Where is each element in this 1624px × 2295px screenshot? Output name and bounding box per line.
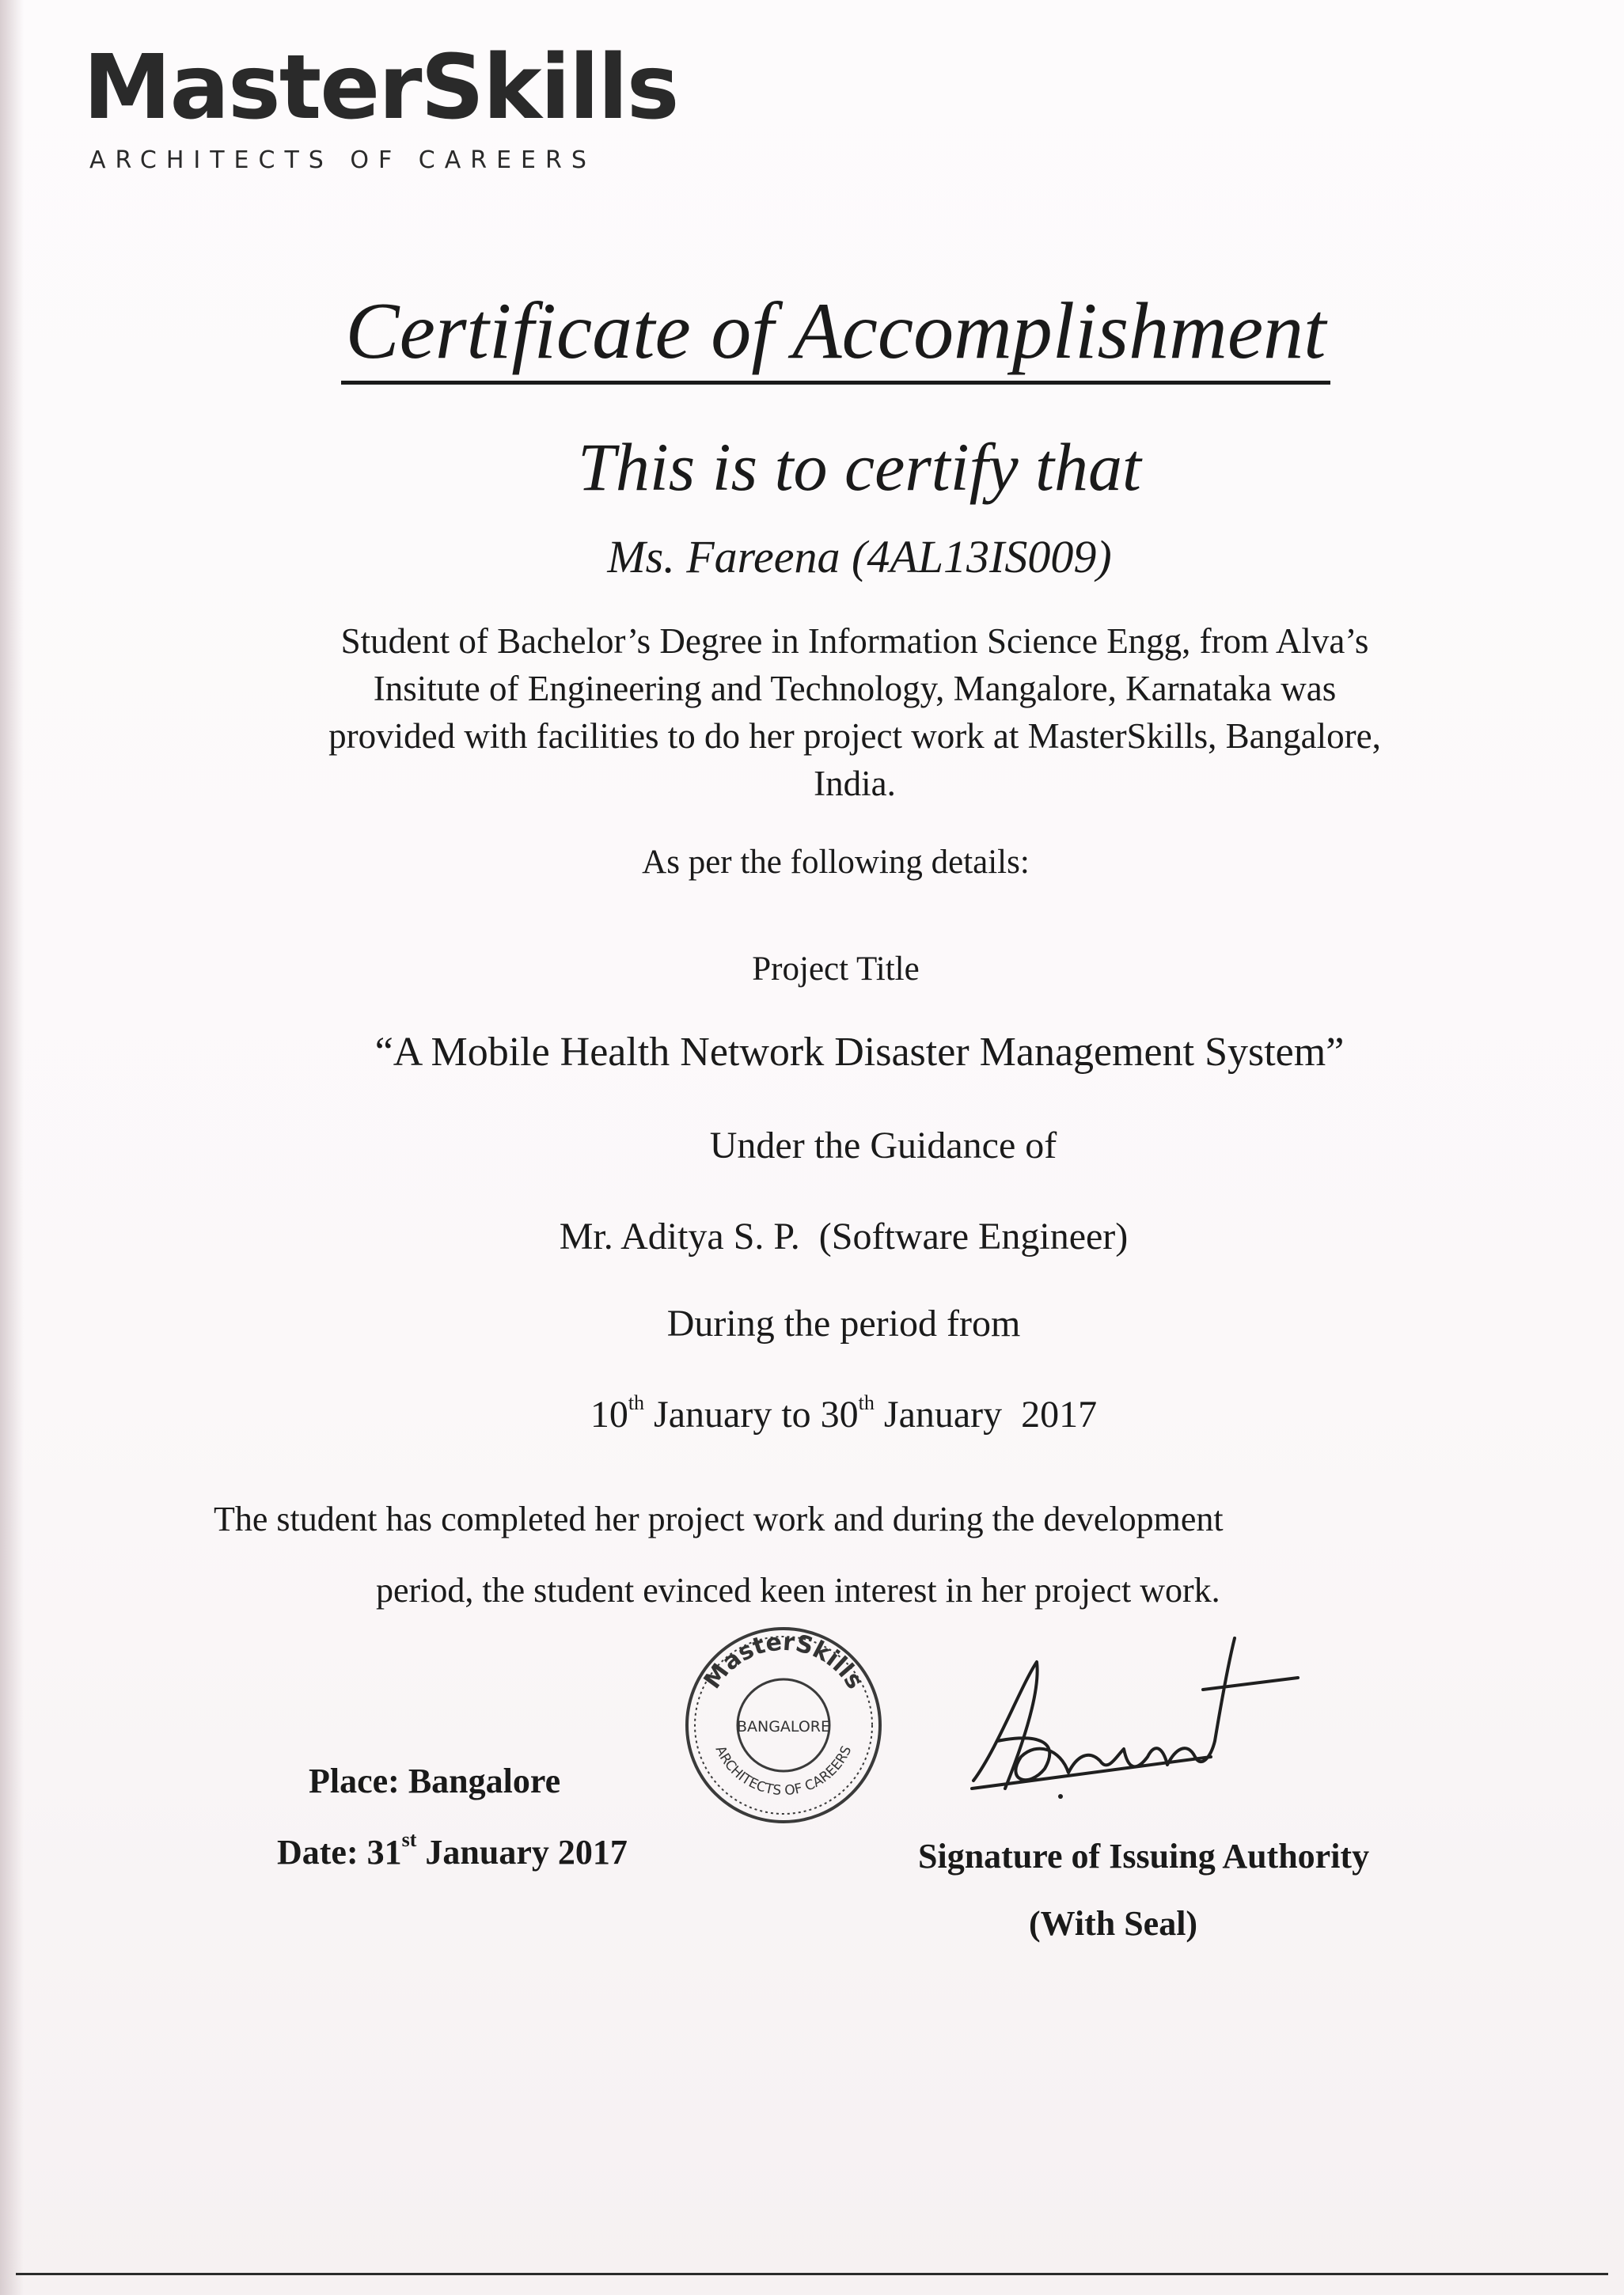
place-label: Place: Bangalore	[309, 1762, 561, 1800]
body-paragraph	[261, 617, 1448, 807]
project-title: “A Mobile Health Network Disaster Management System”	[374, 1030, 1345, 1075]
closing-paragraph	[214, 1484, 1401, 1626]
period-end-day: 30	[820, 1394, 859, 1436]
period-label: During the period from	[666, 1303, 1021, 1345]
signature-stroke	[972, 1638, 1298, 1789]
period-start-month: January to	[644, 1394, 821, 1436]
closing-line: period, the student evinced keen interest in her project work.	[376, 1571, 1220, 1610]
logo-tagline: ARCHITECTS OF CAREERS	[89, 146, 596, 174]
seal-bottom-text: ARCHITECTS OF CAREERS	[711, 1743, 856, 1800]
closing-line: The student has completed her project work and during the development	[214, 1500, 1224, 1538]
details-intro: As per the following details:	[642, 844, 1030, 881]
guidance-label: Under the Guidance of	[709, 1125, 1057, 1166]
date-rest: January 2017	[416, 1833, 628, 1872]
body-line: Student of Bachelor’s Degree in Information Science Engg, from Alva’s	[340, 621, 1369, 661]
logo-name: MasterSkills	[83, 36, 678, 139]
period-end-suffix: th	[858, 1391, 875, 1414]
certificate-title-wrap	[0, 285, 1624, 385]
certificate-title: Certificate of Accomplishment	[341, 285, 1331, 385]
company-seal	[681, 1622, 886, 1828]
signature-label: Signature of Issuing Authority	[918, 1837, 1370, 1876]
period-start-suffix: th	[628, 1391, 645, 1414]
body-line: India.	[814, 764, 896, 803]
student-name: Ms. Fareena (4AL13IS009)	[607, 531, 1112, 582]
project-period	[32, 1393, 1624, 1436]
body-line: provided with facilities to do her project work at MasterSkills, Bangalore,	[328, 716, 1381, 756]
bottom-rule	[16, 2273, 1608, 2275]
period-end-month: January 2017	[874, 1394, 1098, 1436]
body-line: Insitute of Engineering and Technology, Mangalore, Karnataka was	[373, 669, 1337, 708]
authority-signature	[950, 1622, 1306, 1828]
certify-line: This is to certify that	[578, 429, 1141, 505]
date-suffix: st	[401, 1828, 417, 1851]
issue-date	[277, 1828, 628, 1872]
seal-center-text: BANGALORE	[736, 1718, 831, 1735]
project-title-label: Project Title	[752, 950, 920, 988]
period-start-day: 10	[590, 1394, 628, 1436]
signature-dot	[1058, 1794, 1063, 1799]
seal-top-text: MasterSkills	[698, 1628, 869, 1694]
masterskills-logo	[83, 36, 678, 174]
seal-label: (With Seal)	[1029, 1904, 1198, 1943]
date-prefix: Date: 31	[277, 1833, 402, 1872]
guide-name: Mr. Aditya S. P. (Software Engineer)	[559, 1216, 1129, 1258]
